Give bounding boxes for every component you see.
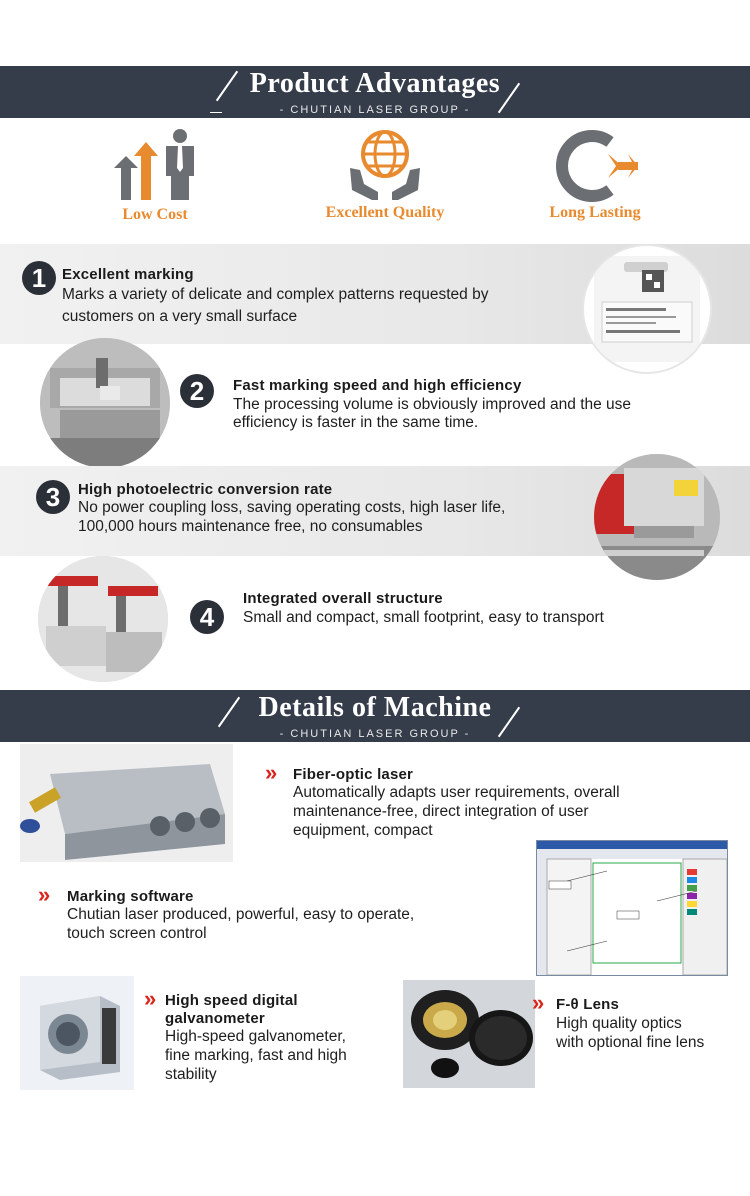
- point-1-title: Excellent marking: [62, 266, 194, 283]
- lens-graphic: [403, 980, 535, 1088]
- point-2-title: Fast marking speed and high efficiency: [233, 377, 522, 394]
- details-header-band: [0, 690, 750, 742]
- galvanometer-line2: fine marking, fast and high: [165, 1047, 347, 1064]
- point-3-title: High photoelectric conversion rate: [78, 481, 333, 498]
- marking-stage-photo: [40, 338, 170, 468]
- galvanometer-photo: [20, 976, 134, 1090]
- marked-label-photo: [582, 244, 712, 374]
- details-subtitle: - CHUTIAN LASER GROUP -: [279, 728, 471, 740]
- feature-label-low-cost: Low Cost: [122, 206, 188, 223]
- galvanometer-title-line2: galvanometer: [165, 1010, 265, 1027]
- advantages-title: Product Advantages: [249, 68, 501, 99]
- point-2-number: 2: [180, 374, 214, 408]
- f-theta-lens-line1: High quality optics: [556, 1015, 682, 1032]
- fiber-laser-line1: Automatically adapts user requirements, overall: [293, 784, 620, 801]
- details-title: Details of Machine: [258, 692, 492, 723]
- fiber-laser-line3: equipment, compact: [293, 822, 433, 839]
- f-theta-lens-title: F-θ Lens: [556, 996, 620, 1013]
- compact-machine-graphic: [38, 556, 168, 682]
- point-2-text-line2: efficiency is faster in the same time.: [233, 414, 479, 431]
- point-4-title: Integrated overall structure: [243, 590, 443, 607]
- point-3-text-line2: 100,000 hours maintenance free, no consumables: [78, 518, 423, 535]
- point-1-text-line1: Marks a variety of delicate and complex patterns requested by: [62, 286, 489, 303]
- laser-head-photo: [594, 454, 720, 580]
- feature-label-excellent-quality: Excellent Quality: [325, 204, 445, 221]
- marking-stage-graphic: [40, 338, 170, 468]
- feature-long-lasting: [530, 128, 660, 228]
- marking-software-marker: »: [38, 882, 49, 907]
- compact-machine-photo: [38, 556, 168, 682]
- marked-device-graphic: [584, 246, 710, 372]
- fiber-laser-photo: [20, 744, 233, 862]
- marking-software-title: Marking software: [67, 888, 194, 905]
- point-4-number: 4: [190, 600, 224, 634]
- fiber-laser-graphic: [20, 744, 233, 862]
- f-theta-lens-photo: [403, 980, 535, 1088]
- point-3-text-line1: No power coupling loss, saving operating costs, high laser life,: [78, 499, 506, 516]
- advantages-subtitle: - CHUTIAN LASER GROUP -: [279, 104, 471, 116]
- fiber-laser-title: Fiber-optic laser: [293, 766, 414, 783]
- fiber-laser-line2: maintenance-free, direct integration of user: [293, 803, 589, 820]
- band-line-left: [210, 112, 222, 113]
- marking-software-line2: touch screen control: [67, 925, 207, 942]
- laser-head-graphic: [594, 454, 720, 580]
- point-2-text-line1: The processing volume is obviously improved and the use: [233, 396, 632, 413]
- point-1-number: 1: [22, 261, 56, 295]
- c-arrow-icon: [530, 128, 660, 208]
- f-theta-lens-line2: with optional fine lens: [556, 1034, 705, 1051]
- feature-low-cost: [100, 128, 210, 228]
- f-theta-lens-marker: »: [532, 990, 543, 1015]
- arrows-person-icon: [100, 128, 210, 208]
- marking-software-line1: Chutian laser produced, powerful, easy to operate,: [67, 906, 415, 923]
- globe-hands-icon: [310, 128, 460, 208]
- galvanometer-marker: »: [144, 986, 155, 1011]
- point-3-number: 3: [36, 480, 70, 514]
- galvanometer-graphic: [20, 976, 134, 1090]
- marking-software-screenshot: [536, 840, 728, 976]
- feature-label-long-lasting: Long Lasting: [549, 204, 641, 221]
- software-window-graphic: [537, 841, 727, 975]
- fiber-laser-marker: »: [265, 760, 276, 785]
- point-4-text-line1: Small and compact, small footprint, easy to transport: [243, 609, 604, 626]
- feature-excellent-quality: [310, 128, 460, 228]
- galvanometer-line1: High-speed galvanometer,: [165, 1028, 346, 1045]
- galvanometer-title-line1: High speed digital: [165, 992, 298, 1009]
- point-1-text-line2: customers on a very small surface: [62, 308, 298, 325]
- galvanometer-line3: stability: [165, 1066, 217, 1083]
- advantages-header-band: [0, 66, 750, 118]
